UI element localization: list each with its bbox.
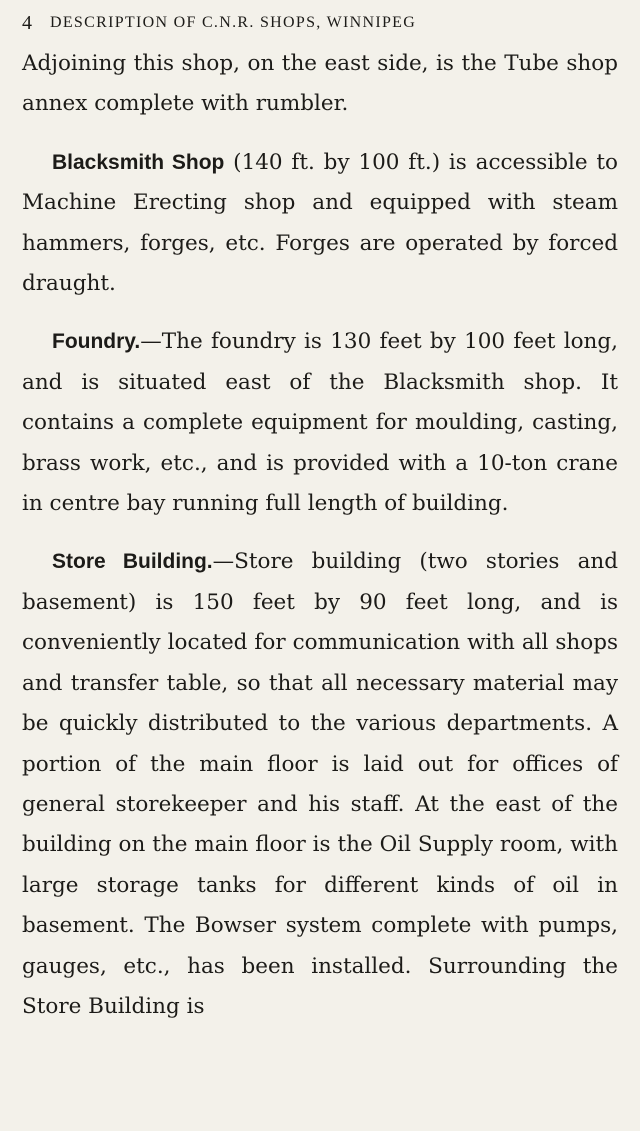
- section-heading-store-building: Store Building.: [52, 550, 213, 574]
- running-title: DESCRIPTION OF C.N.R. SHOPS, WINNIPEG: [50, 14, 417, 31]
- paragraph-foundry: [22, 322, 618, 524]
- paragraph-tube-shop-annex: [22, 44, 618, 125]
- paragraph-text: Adjoining this shop, on the east side, is the Tube shop annex complete with rumbler.: [22, 51, 618, 117]
- paragraph-blacksmith-shop: [22, 143, 618, 305]
- paragraph-text: —The foundry is 130 feet by 100 feet long, and is situated east of the Blacksmith shop. It contains a complete equipment for moulding, casting, brass work, etc., and is provided with a 10-ton crane in centre bay running full length of building.: [22, 329, 618, 517]
- page-number: 4: [22, 11, 32, 34]
- paragraph-store-building: [22, 542, 618, 1027]
- section-heading-foundry: Foundry.: [52, 330, 141, 354]
- running-head: [22, 0, 618, 44]
- paragraph-text: —Store building (two stories and basement) is 150 feet by 90 feet long, and is conveniently located for communication with all shops and transfer table, so that all necessary material may be quickly distributed to the various departments. A portion of the main floor is laid out for offices of general storekeeper and his staff. At the east of the building on the main floor is the Oil Supply room, with large storage tanks for different kinds of oil in basement. The Bowser system complete with pumps, gauges, etc., has been installed. Surrounding the Store Building is: [22, 549, 619, 1019]
- section-heading-blacksmith-shop: Blacksmith Shop: [52, 150, 225, 174]
- body-text: [22, 44, 618, 1027]
- paragraph-text: (140 ft. by 100 ft.) is accessible to Machine Erecting shop and equipped with steam hammers, forges, etc. Forges are operated by forced draught.: [22, 149, 618, 297]
